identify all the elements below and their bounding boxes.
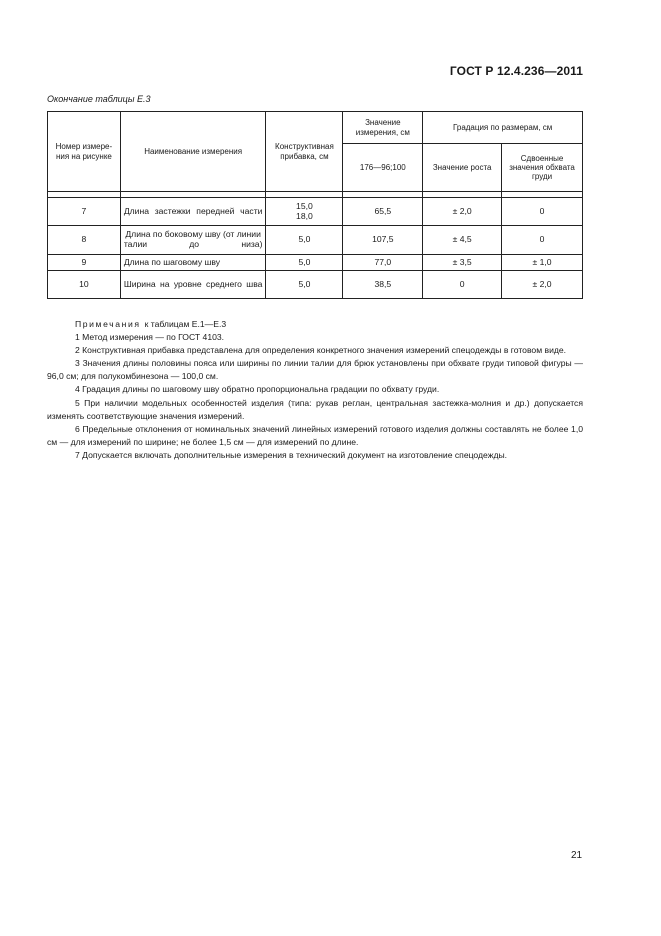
page-number: 21 (571, 850, 583, 861)
cell-name: Длина по боковому шву (от линии талии до низа) (120, 226, 266, 255)
note-item: 4 Градация длины по шаговому шву обратно пропорциональна градации по обхвату груди. (75, 384, 440, 395)
cell-value: 107,5 (343, 226, 423, 255)
cell-allowance (266, 198, 343, 226)
notes-heading (47, 318, 583, 331)
cell-height: ± 3,5 (423, 255, 502, 271)
cell-number: 9 (48, 255, 121, 271)
cell-chest: 0 (502, 226, 583, 255)
cell-name: Длина по шаговому шву (120, 255, 266, 271)
allowance-value-alt: 18,0 (296, 210, 313, 221)
standard-code: ГОСТ Р 12.4.236—2011 (449, 64, 583, 78)
measurements-table (47, 111, 583, 299)
header-value: Значение измерения, см (343, 112, 423, 144)
header-size-code: 176—96;100 (343, 144, 423, 192)
header-number: Номер измере-ния на рисунке (48, 112, 121, 192)
cell-height: ± 2,0 (423, 198, 502, 226)
header-gradation: Градация по размерам, см (423, 112, 583, 144)
notes-heading-label: Примечания (75, 319, 141, 329)
note-item: 3 Значения длины половины пояса или ширины по линии талии для брюк установлены при обхвате груди типовой фигуры — 96,0 см; для полукомбинезона — 100,0 см. (47, 358, 583, 382)
cell-chest: ± 1,0 (502, 255, 583, 271)
note-item: 1 Метод измерения — по ГОСТ 4103. (75, 332, 225, 343)
allowance-value: 15,0 (296, 200, 313, 211)
header-allowance: Конструктивная прибавка, см (266, 112, 343, 192)
cell-number: 8 (48, 226, 121, 255)
cell-allowance: 5,0 (266, 226, 343, 255)
note-item: 6 Предельные отклонения от номинальных значений линейных измерений готового изделия должны составлять не более 1,0 см — для измерений по ширине; не более 1,5 см — для измерений по длине. (47, 423, 583, 447)
header-double-chest: Сдвоенные значения обхвата груди (502, 144, 583, 192)
note-item: 2 Конструктивная прибавка представлена для определения конкретного значения измерений спецодежды в готовом виде. (75, 345, 567, 356)
table-row (48, 198, 583, 226)
notes-heading-tail: к таблицам Е.1—Е.3 (144, 319, 227, 329)
cell-height: ± 4,5 (423, 226, 502, 255)
table-row (48, 271, 583, 299)
header-height-value: Значение роста (423, 144, 502, 192)
cell-allowance: 5,0 (266, 271, 343, 299)
table-row (48, 255, 583, 271)
cell-height: 0 (423, 271, 502, 299)
cell-chest: ± 2,0 (502, 271, 583, 299)
note-item: 7 Допускается включать дополнительные измерения в технический документ на изготовление спецодежды. (75, 449, 508, 460)
table-caption: Окончание таблицы Е.3 (47, 94, 151, 104)
cell-number: 10 (48, 271, 121, 299)
cell-allowance: 5,0 (266, 255, 343, 271)
table-row (48, 226, 583, 255)
note-item: 5 При наличии модельных особенностей изделия (типа: рукав реглан, центральная застежка-молния и др.) допускается изменять соответствующие значения измерений. (47, 397, 583, 421)
cell-name: Длина застежки передней части (120, 198, 266, 226)
cell-number: 7 (48, 198, 121, 226)
table-notes (47, 318, 583, 462)
cell-value: 38,5 (343, 271, 423, 299)
cell-value: 77,0 (343, 255, 423, 271)
cell-value: 65,5 (343, 198, 423, 226)
header-name: Наименование измерения (120, 112, 266, 192)
cell-chest: 0 (502, 198, 583, 226)
cell-name: Ширина на уровне среднего шва (120, 271, 266, 299)
